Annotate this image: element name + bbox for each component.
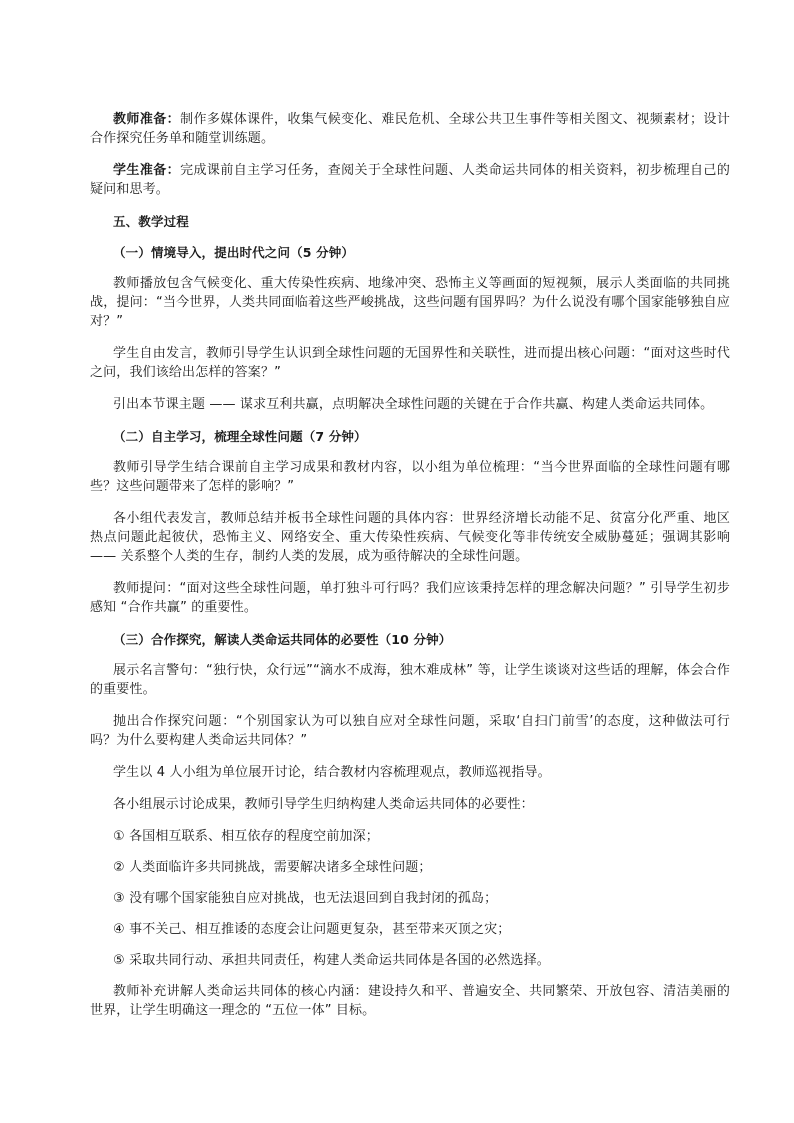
student-prep-label: 学生准备： (113, 163, 181, 178)
student-prep-paragraph (90, 161, 730, 199)
teacher-prep-text: 制作多媒体课件，收集气候变化、难民危机、全球公共卫生事件等相关图文、视频素材；设计合作探究任务单和随堂训练题。 (90, 112, 730, 146)
part1-paragraph-1: 教师播放包含气候变化、重大传染性疾病、地缘冲突、恐怖主义等画面的短视频，展示人类面临的共同挑战，提问：“当今世界，人类共同面临着这些严峻挑战，这些问题有国界吗？为什么说没有哪个国家能够独自应对？” (90, 276, 730, 329)
part3-paragraph-5: 教师补充讲解人类命运共同体的核心内涵：建设持久和平、普遍安全、共同繁荣、开放包容、清洁美丽的世界，让学生明确这一理念的 “五位一体” 目标。 (90, 984, 730, 1018)
teacher-prep-paragraph (90, 110, 730, 148)
part1-paragraph-3: 引出本节课主题 —— 谋求互利共赢，点明解决全球性问题的关键在于合作共赢、构建人类命运共同体。 (113, 397, 714, 412)
part2-title: （二）自主学习，梳理全球性问题（7 分钟） (113, 429, 367, 444)
part2-paragraph-2: 各小组代表发言，教师总结并板书全球性问题的具体内容：世界经济增长动能不足、贫富分化严重、地区热点问题此起彼伏，恐怖主义、网络安全、重大传染性疾病、气候变化等非传统安全威胁蔓延；强调其影响 —— 关系整个人类的生存，制约人类的发展，成为亟待解决的全球性问题。 (90, 511, 730, 564)
list-item: ③ 没有哪个国家能独自应对挑战，也无法退回到自我封闭的孤岛； (113, 891, 498, 906)
part1-paragraph-2: 学生自由发言，教师引导学生认识到全球性问题的无国界性和关联性，进而提出核心问题：“面对这些时代之问，我们该给出怎样的答案？” (90, 346, 730, 380)
teacher-prep-label: 教师准备： (113, 112, 181, 127)
part3-paragraph-4: 各小组展示讨论成果，教师引导学生归纳构建人类命运共同体的必要性： (113, 797, 534, 812)
list-item: ② 人类面临许多共同挑战，需要解决诸多全球性问题； (113, 860, 432, 875)
part3-paragraph-3: 学生以 4 人小组为单位展开讨论，结合教材内容梳理观点，教师巡视指导。 (113, 765, 551, 780)
part3-paragraph-2: 抛出合作探究问题：“个别国家认为可以独自应对全球性问题，采取‘自扫门前雪’的态度，这种做法可行吗？为什么要构建人类命运共同体？” (90, 714, 730, 748)
list-item: ① 各国相互联系、相互依存的程度空前加深； (113, 829, 379, 844)
part1-title: （一）情境导入，提出时代之问（5 分钟） (113, 245, 355, 260)
part3-paragraph-1: 展示名言警句：“独行快，众行远”“滴水不成海，独木难成林” 等，让学生谈谈对这些话的理解，体会合作的重要性。 (90, 663, 730, 697)
section-title: 五、教学过程 (113, 214, 189, 229)
part2-paragraph-3: 教师提问：“面对这些全球性问题，单打独斗可行吗？我们应该秉持怎样的理念解决问题？” 引导学生初步感知 “合作共赢” 的重要性。 (90, 581, 730, 615)
document-page (90, 110, 730, 1033)
student-prep-text: 完成课前自主学习任务，查阅关于全球性问题、人类命运共同体的相关资料，初步梳理自己的疑问和思考。 (90, 163, 730, 197)
part2-paragraph-1: 教师引导学生结合课前自主学习成果和教材内容，以小组为单位梳理：“当今世界面临的全球性问题有哪些？这些问题带来了怎样的影响？” (90, 460, 730, 494)
part3-title: （三）合作探究，解读人类命运共同体的必要性（10 分钟） (113, 632, 452, 647)
list-item: ⑤ 采取共同行动、承担共同责任，构建人类命运共同体是各国的必然选择。 (113, 953, 550, 968)
list-item: ④ 事不关己、相互推诿的态度会让问题更复杂，甚至带来灭顶之灾； (113, 922, 511, 937)
